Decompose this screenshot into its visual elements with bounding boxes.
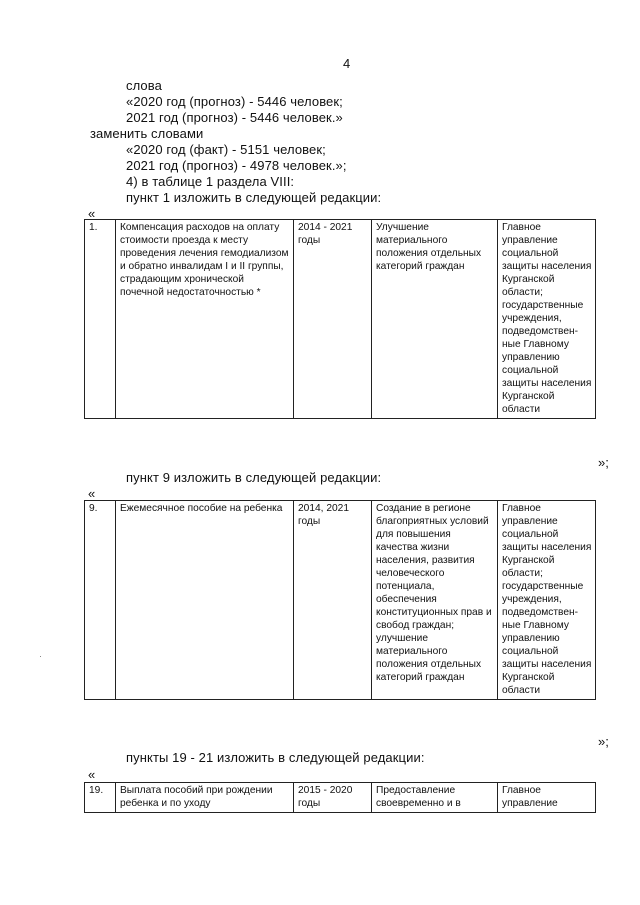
intro-line-2: «2020 год (прогноз) - 5446 человек; [126,94,343,109]
open-quote-3: « [88,767,96,782]
cell-number: 1. [85,220,116,419]
intro-line-3: 2021 год (прогноз) - 5446 человек.» [126,110,343,125]
intro-line-6: 2021 год (прогноз) - 4978 человек.»; [126,158,347,173]
table-item-9 [84,500,596,700]
cell-executor: Главное управление социальной защиты населения Курганской области; государственные учреждения, подведомствен-ные Главному управлению социальной защиты населения Курганской области [498,220,596,419]
cell-period: 2014 - 2021 годы [294,220,372,419]
intro-line-1: слова [126,78,162,93]
close-quote-2: »; [598,734,609,749]
cell-executor: Главное управление социальной защиты населения Курганской области; государственные учреждения, подведомствен-ные Главному управлению социальной защиты населения Курганской области [498,501,596,700]
cell-number: 9. [85,501,116,700]
table-item-1 [84,219,596,419]
cell-number: 19. [85,783,116,813]
cell-executor: Главное управление [498,783,596,813]
intro-line-5: «2020 год (факт) - 5151 человек; [126,142,326,157]
page-number: 4 [343,56,351,71]
cell-goal: Создание в регионе благоприятных условий для повышения качества жизни населения, развития человеческого потенциала, обеспечения конституционных прав и свобод граждан; улучшение материального положения отдельных категорий граждан [372,501,498,700]
table-row [85,220,596,419]
scan-speck [40,656,41,657]
cell-period: 2014, 2021 годы [294,501,372,700]
intro-line-7: 4) в таблице 1 раздела VIII: [126,174,295,189]
open-quote-2: « [88,486,96,501]
cell-name: Компенсация расходов на оплату стоимости проезда к месту проведения лечения гемодиализом и обратно инвалидам I и II группы, страдающим хронической почечной недостаточностью * [116,220,294,419]
heading-item-9: пункт 9 изложить в следующей редакции: [126,470,382,485]
table-item-19 [84,782,596,813]
cell-name: Ежемесячное пособие на ребенка [116,501,294,700]
cell-goal: Предоставление своевременно и в [372,783,498,813]
intro-line-8: пункт 1 изложить в следующей редакции: [126,190,382,205]
table-row [85,783,596,813]
close-quote-1: »; [598,455,609,470]
open-quote-1: « [88,206,96,221]
cell-period: 2015 - 2020 годы [294,783,372,813]
heading-items-19-21: пункты 19 - 21 изложить в следующей редакции: [126,750,425,765]
cell-name: Выплата пособий при рождении ребенка и по уходу [116,783,294,813]
cell-goal: Улучшение материального положения отдельных категорий граждан [372,220,498,419]
intro-line-4: заменить словами [90,126,204,141]
table-row [85,501,596,700]
